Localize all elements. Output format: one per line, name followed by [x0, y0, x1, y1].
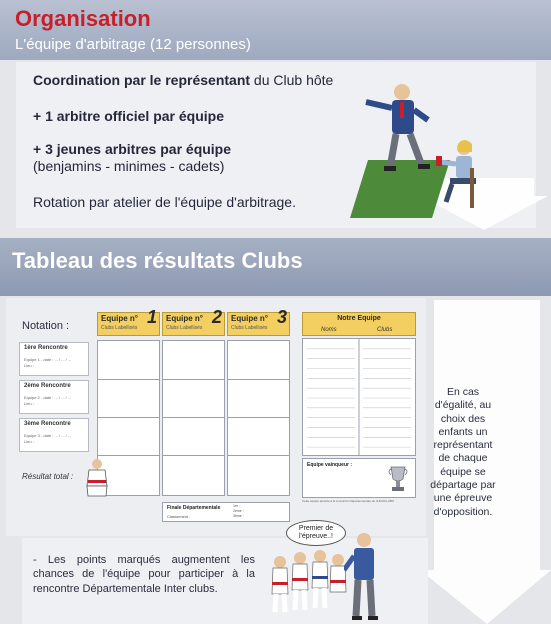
categories-line: (benjamins - minimes - cadets)	[33, 158, 225, 174]
kids-judoka-illustration	[268, 546, 348, 618]
speech-bubble	[286, 520, 346, 546]
vainqueur-fine-print: Cette équipe accède à la rencontre Départementale de JUDOCLUBS	[302, 499, 395, 503]
bottom-note: - Les points marqués augmentent les chances de l'équipe pour participer à la rencontre Départementale Inter clubs.	[33, 554, 255, 595]
team-sublabel: Clubs Labellisés	[101, 325, 138, 331]
grid-divider	[98, 379, 159, 380]
speech-bubble-text: Premier de l'épreuve..!	[298, 525, 334, 540]
arbitre-officiel-line: + 1 arbitre officiel par équipe	[33, 108, 225, 124]
round-title: 1ère Rencontre	[24, 345, 68, 351]
round-box-2	[19, 380, 89, 414]
round-title: 2ème Rencontre	[24, 383, 71, 389]
finale-departementale-box	[162, 502, 290, 522]
results-title: Tableau des résultats Clubs	[12, 248, 303, 273]
coordination-bold: Coordination par le représentant	[33, 72, 251, 88]
round-meta: Equipe 3 - date : ... / ... / ... Lieu :	[24, 433, 72, 444]
notation-label: Notation :	[22, 320, 70, 332]
round-meta: Equipe 1 - date : ... / ... / ... Lieu :	[24, 357, 72, 368]
referee-woman-illustration	[430, 138, 490, 213]
clubs-column-label: Clubs	[377, 327, 393, 333]
total-label: Résultat total :	[22, 472, 74, 481]
team-sublabel: Clubs Labellisés	[166, 325, 203, 331]
grid-divider	[98, 417, 159, 418]
rotation-line: Rotation par atelier de l'équipe d'arbitrage.	[33, 194, 296, 210]
team-label: Equipe n°	[101, 314, 138, 323]
grid-divider	[163, 417, 224, 418]
organisation-title: Organisation	[15, 6, 151, 31]
score-column-3	[227, 340, 290, 496]
coach-illustration	[344, 530, 384, 622]
team-label: Equipe n°	[231, 314, 268, 323]
team-header-1	[97, 307, 160, 336]
equipe-vainqueur-label: Equipe vainqueur :	[307, 462, 353, 468]
notre-equipe-header	[302, 312, 416, 336]
round-meta: Equipe 2 - date : ... / ... / ... Lieu :	[24, 395, 72, 406]
coordination-line	[33, 72, 333, 88]
grid-divider	[163, 379, 224, 380]
grid-divider	[228, 379, 289, 380]
grid-divider	[163, 455, 224, 456]
grid-divider	[98, 455, 159, 456]
team-number: 1	[146, 307, 157, 327]
trophy-cup-icon	[387, 465, 409, 493]
score-column-2	[162, 340, 225, 496]
equipe-vainqueur-box	[302, 458, 416, 498]
grid-divider	[228, 455, 289, 456]
team-sublabel: Clubs Labellisés	[231, 325, 268, 331]
finale-places: 1er : 2ème : 3ème :	[233, 504, 244, 518]
organisation-subtitle: L'équipe d'arbitrage (12 personnes)	[15, 36, 251, 53]
grid-divider	[228, 417, 289, 418]
judoka-illustration	[84, 458, 110, 498]
tie-break-note: En cas d'égalité, au choix des enfants un représentant de chaque équipe se départage par une épreuve d'opposition.	[430, 386, 496, 518]
round-title: 3ème Rencontre	[24, 421, 71, 427]
round-box-3	[19, 418, 89, 452]
team-header-3	[227, 307, 290, 336]
team-number: 3	[276, 307, 287, 327]
team-number: 2	[211, 307, 222, 327]
jeunes-arbitres-line: + 3 jeunes arbitres par équipe	[33, 141, 232, 157]
notre-equipe-lines	[302, 338, 416, 456]
finale-classement-label: Classement :	[167, 514, 191, 519]
team-label: Equipe n°	[166, 314, 203, 323]
noms-column-label: Noms	[321, 327, 337, 333]
round-box-1	[19, 342, 89, 376]
coordination-rest: du Club hôte	[250, 72, 334, 88]
finale-label: Finale Départementale	[167, 505, 221, 511]
team-header-2	[162, 307, 225, 336]
notre-equipe-label: Notre Equipe	[337, 315, 381, 322]
